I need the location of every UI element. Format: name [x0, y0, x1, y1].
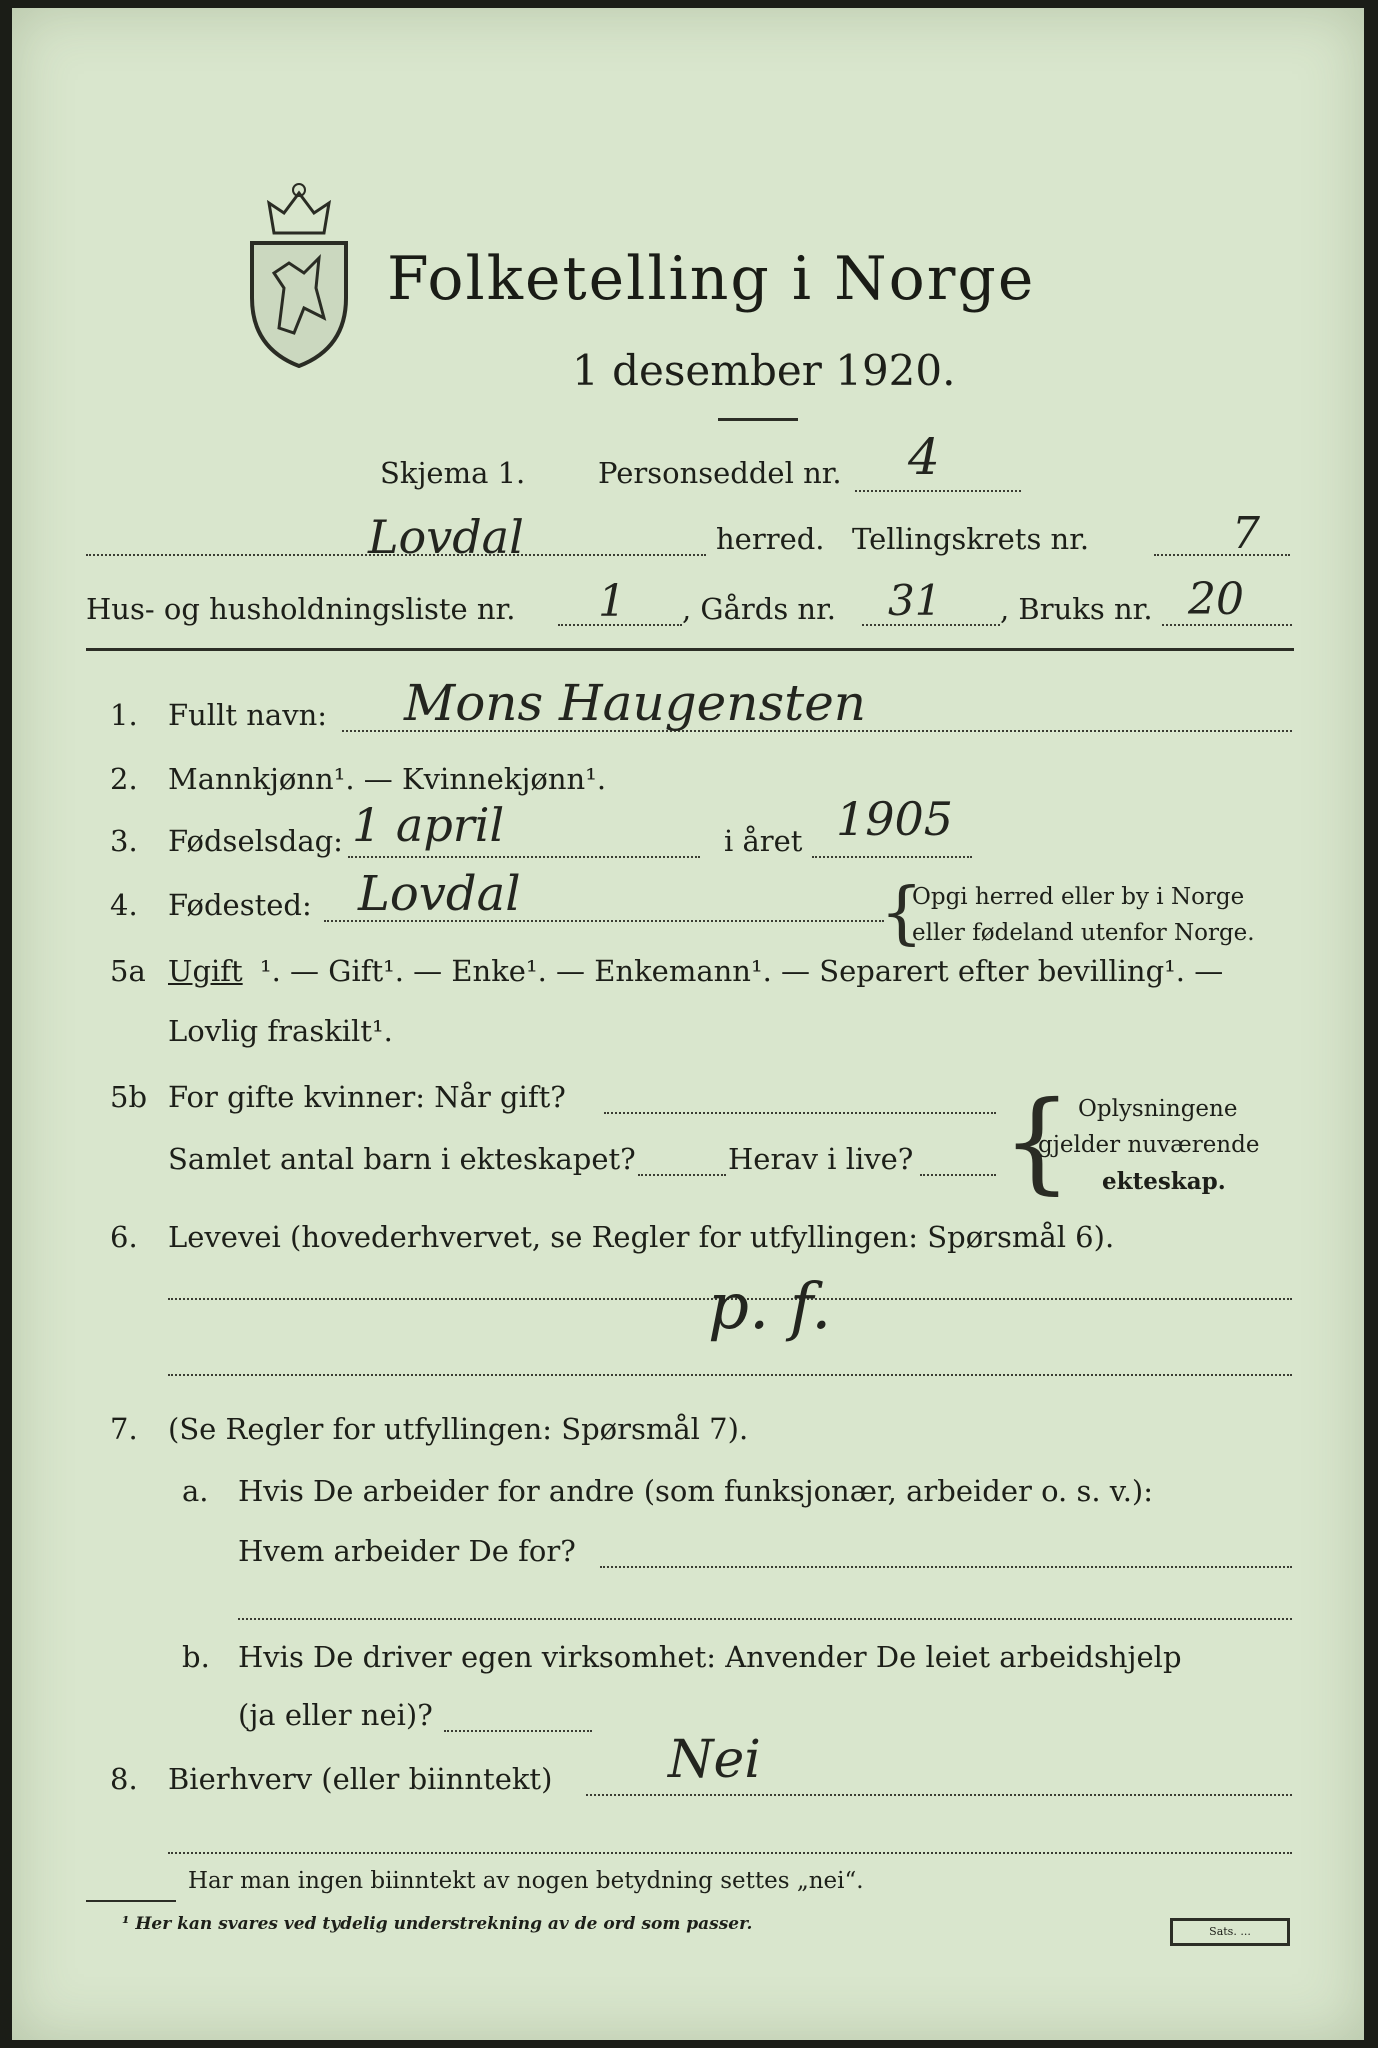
form-date: 1 desember 1920.	[572, 346, 956, 395]
q7a-letter: a.	[182, 1474, 209, 1508]
footnote-rule	[86, 1900, 176, 1902]
q3-label: Fødselsdag:	[168, 824, 343, 858]
q5b-dots-3	[920, 1174, 996, 1176]
q3-year-value: 1905	[836, 792, 954, 846]
footnote: ¹ Her kan svares ved tydelig understrekning av de ord som passer.	[122, 1914, 753, 1934]
q4-number: 4.	[110, 888, 138, 922]
q5b-dots-1	[604, 1112, 996, 1114]
coat-of-arms-icon	[244, 178, 354, 368]
q5b-note-3: ekteskap.	[1102, 1168, 1226, 1195]
q8-note: Har man ingen biinntekt av nogen betydning settes „nei“.	[188, 1868, 864, 1894]
q4-value: Lovdal	[358, 866, 521, 922]
q4-note-2: eller fødeland utenfor Norge.	[912, 920, 1255, 946]
q3-year-dots	[812, 856, 972, 858]
q5b-line2-a: Samlet antal barn i ekteskapet?	[168, 1142, 636, 1176]
q7a-dots-2	[238, 1618, 1292, 1620]
q8-dots-1	[586, 1794, 1292, 1796]
skjema-label: Skjema 1.	[380, 456, 526, 490]
q7b-label: Hvis De driver egen virksomhet: Anvender De leiet arbeidshjelp	[238, 1640, 1182, 1674]
q5a-ugift: Ugift	[168, 954, 243, 988]
q7a-line2: Hvem arbeider De for?	[238, 1534, 576, 1568]
section-divider	[86, 648, 1294, 651]
gards-value: 31	[888, 576, 942, 625]
q5a-line2: Lovlig fraskilt¹.	[168, 1014, 393, 1048]
q8-dots-2	[168, 1852, 1292, 1854]
q6-label: Levevei (hovederhvervet, se Regler for utfyllingen: Spørsmål 6).	[168, 1220, 1115, 1254]
q3-value: 1 april	[352, 798, 505, 852]
q5a-options: ¹. — Gift¹. — Enke¹. — Enkemann¹. — Separert efter bevilling¹. —	[260, 954, 1224, 988]
q8-value: Nei	[668, 1730, 761, 1790]
personseddel-dots	[855, 490, 1021, 492]
herred-value: Lovdal	[368, 510, 524, 564]
q4-label: Fødested:	[168, 888, 312, 922]
gards-label: , Gårds nr.	[682, 592, 836, 626]
q5b-dots-2	[638, 1174, 726, 1176]
census-form	[12, 8, 1364, 2040]
q5b-bracket: {	[1002, 1077, 1072, 1205]
hus-label: Hus- og husholdningsliste nr.	[86, 592, 516, 626]
q8-label: Bierhverv (eller biinntekt)	[168, 1762, 553, 1796]
tellingskrets-value: 7	[1232, 508, 1260, 559]
q3-year-label: i året	[724, 824, 803, 858]
q7a-label: Hvis De arbeider for andre (som funksjonær, arbeider o. s. v.):	[238, 1474, 1154, 1508]
q5b-note-1: Oplysningene	[1078, 1096, 1238, 1122]
q7b-letter: b.	[182, 1640, 210, 1674]
q7a-dots-1	[600, 1566, 1292, 1568]
q5b-line2-b: Herav i live?	[728, 1142, 914, 1176]
q2-number: 2.	[110, 762, 138, 796]
q5b-note-2: gjelder nuværende	[1038, 1132, 1260, 1158]
printer-stamp: Sats. ...	[1170, 1918, 1290, 1946]
q6-dots-2	[168, 1374, 1292, 1376]
q1-number: 1.	[110, 698, 138, 732]
hus-value: 1	[598, 576, 626, 627]
q7b-line2: (ja eller nei)?	[238, 1698, 433, 1732]
q2-label: Mannkjønn¹. — Kvinnekjønn¹.	[168, 762, 607, 796]
tellingskrets-dots	[1154, 554, 1290, 556]
herred-label: herred.	[716, 522, 825, 556]
bruks-value: 20	[1188, 574, 1244, 625]
personseddel-label: Personseddel nr.	[598, 456, 842, 490]
q1-value: Mons Haugensten	[404, 674, 867, 732]
q7-label: (Se Regler for utfyllingen: Spørsmål 7).	[168, 1412, 749, 1446]
q7b-dots	[444, 1730, 592, 1732]
q1-label: Fullt navn:	[168, 698, 328, 732]
personseddel-value: 4	[908, 428, 940, 486]
q4-note-1: Opgi herred eller by i Norge	[912, 884, 1245, 910]
q6-value: p. f.	[708, 1270, 832, 1344]
q5b-label: For gifte kvinner: Når gift?	[168, 1080, 566, 1114]
q7-number: 7.	[110, 1412, 138, 1446]
title-divider	[718, 418, 798, 421]
tellingskrets-label: Tellingskrets nr.	[852, 522, 1090, 556]
form-title: Folketelling i Norge	[387, 244, 1036, 314]
q4-bracket: {	[880, 874, 924, 953]
q3-dots	[348, 856, 700, 858]
q3-number: 3.	[110, 824, 138, 858]
q8-number: 8.	[110, 1762, 138, 1796]
q5a-number: 5a	[110, 954, 146, 988]
bruks-label: , Bruks nr.	[1000, 592, 1153, 626]
q6-number: 6.	[110, 1220, 138, 1254]
q5b-number: 5b	[110, 1080, 148, 1114]
